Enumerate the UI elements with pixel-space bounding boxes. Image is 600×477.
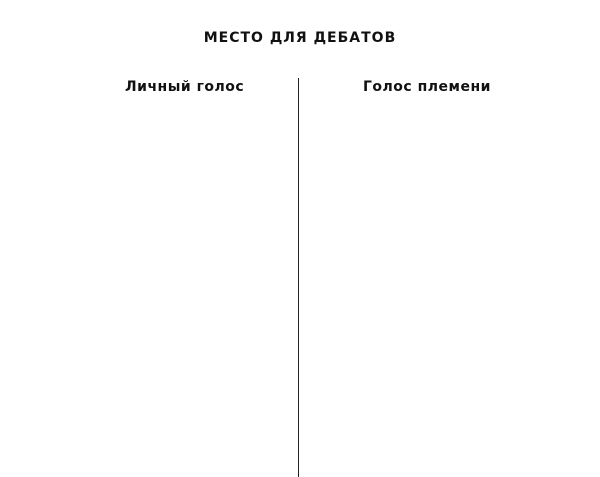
personal-voice-writing-area — [10, 100, 290, 470]
tribe-voice-writing-area — [308, 100, 588, 470]
column-heading-personal-voice: Личный голос — [125, 79, 245, 95]
column-heading-tribe-voice: Голос племени — [363, 79, 491, 95]
column-divider — [298, 78, 299, 477]
page-title: МЕСТО ДЛЯ ДЕБАТОВ — [203, 30, 397, 46]
